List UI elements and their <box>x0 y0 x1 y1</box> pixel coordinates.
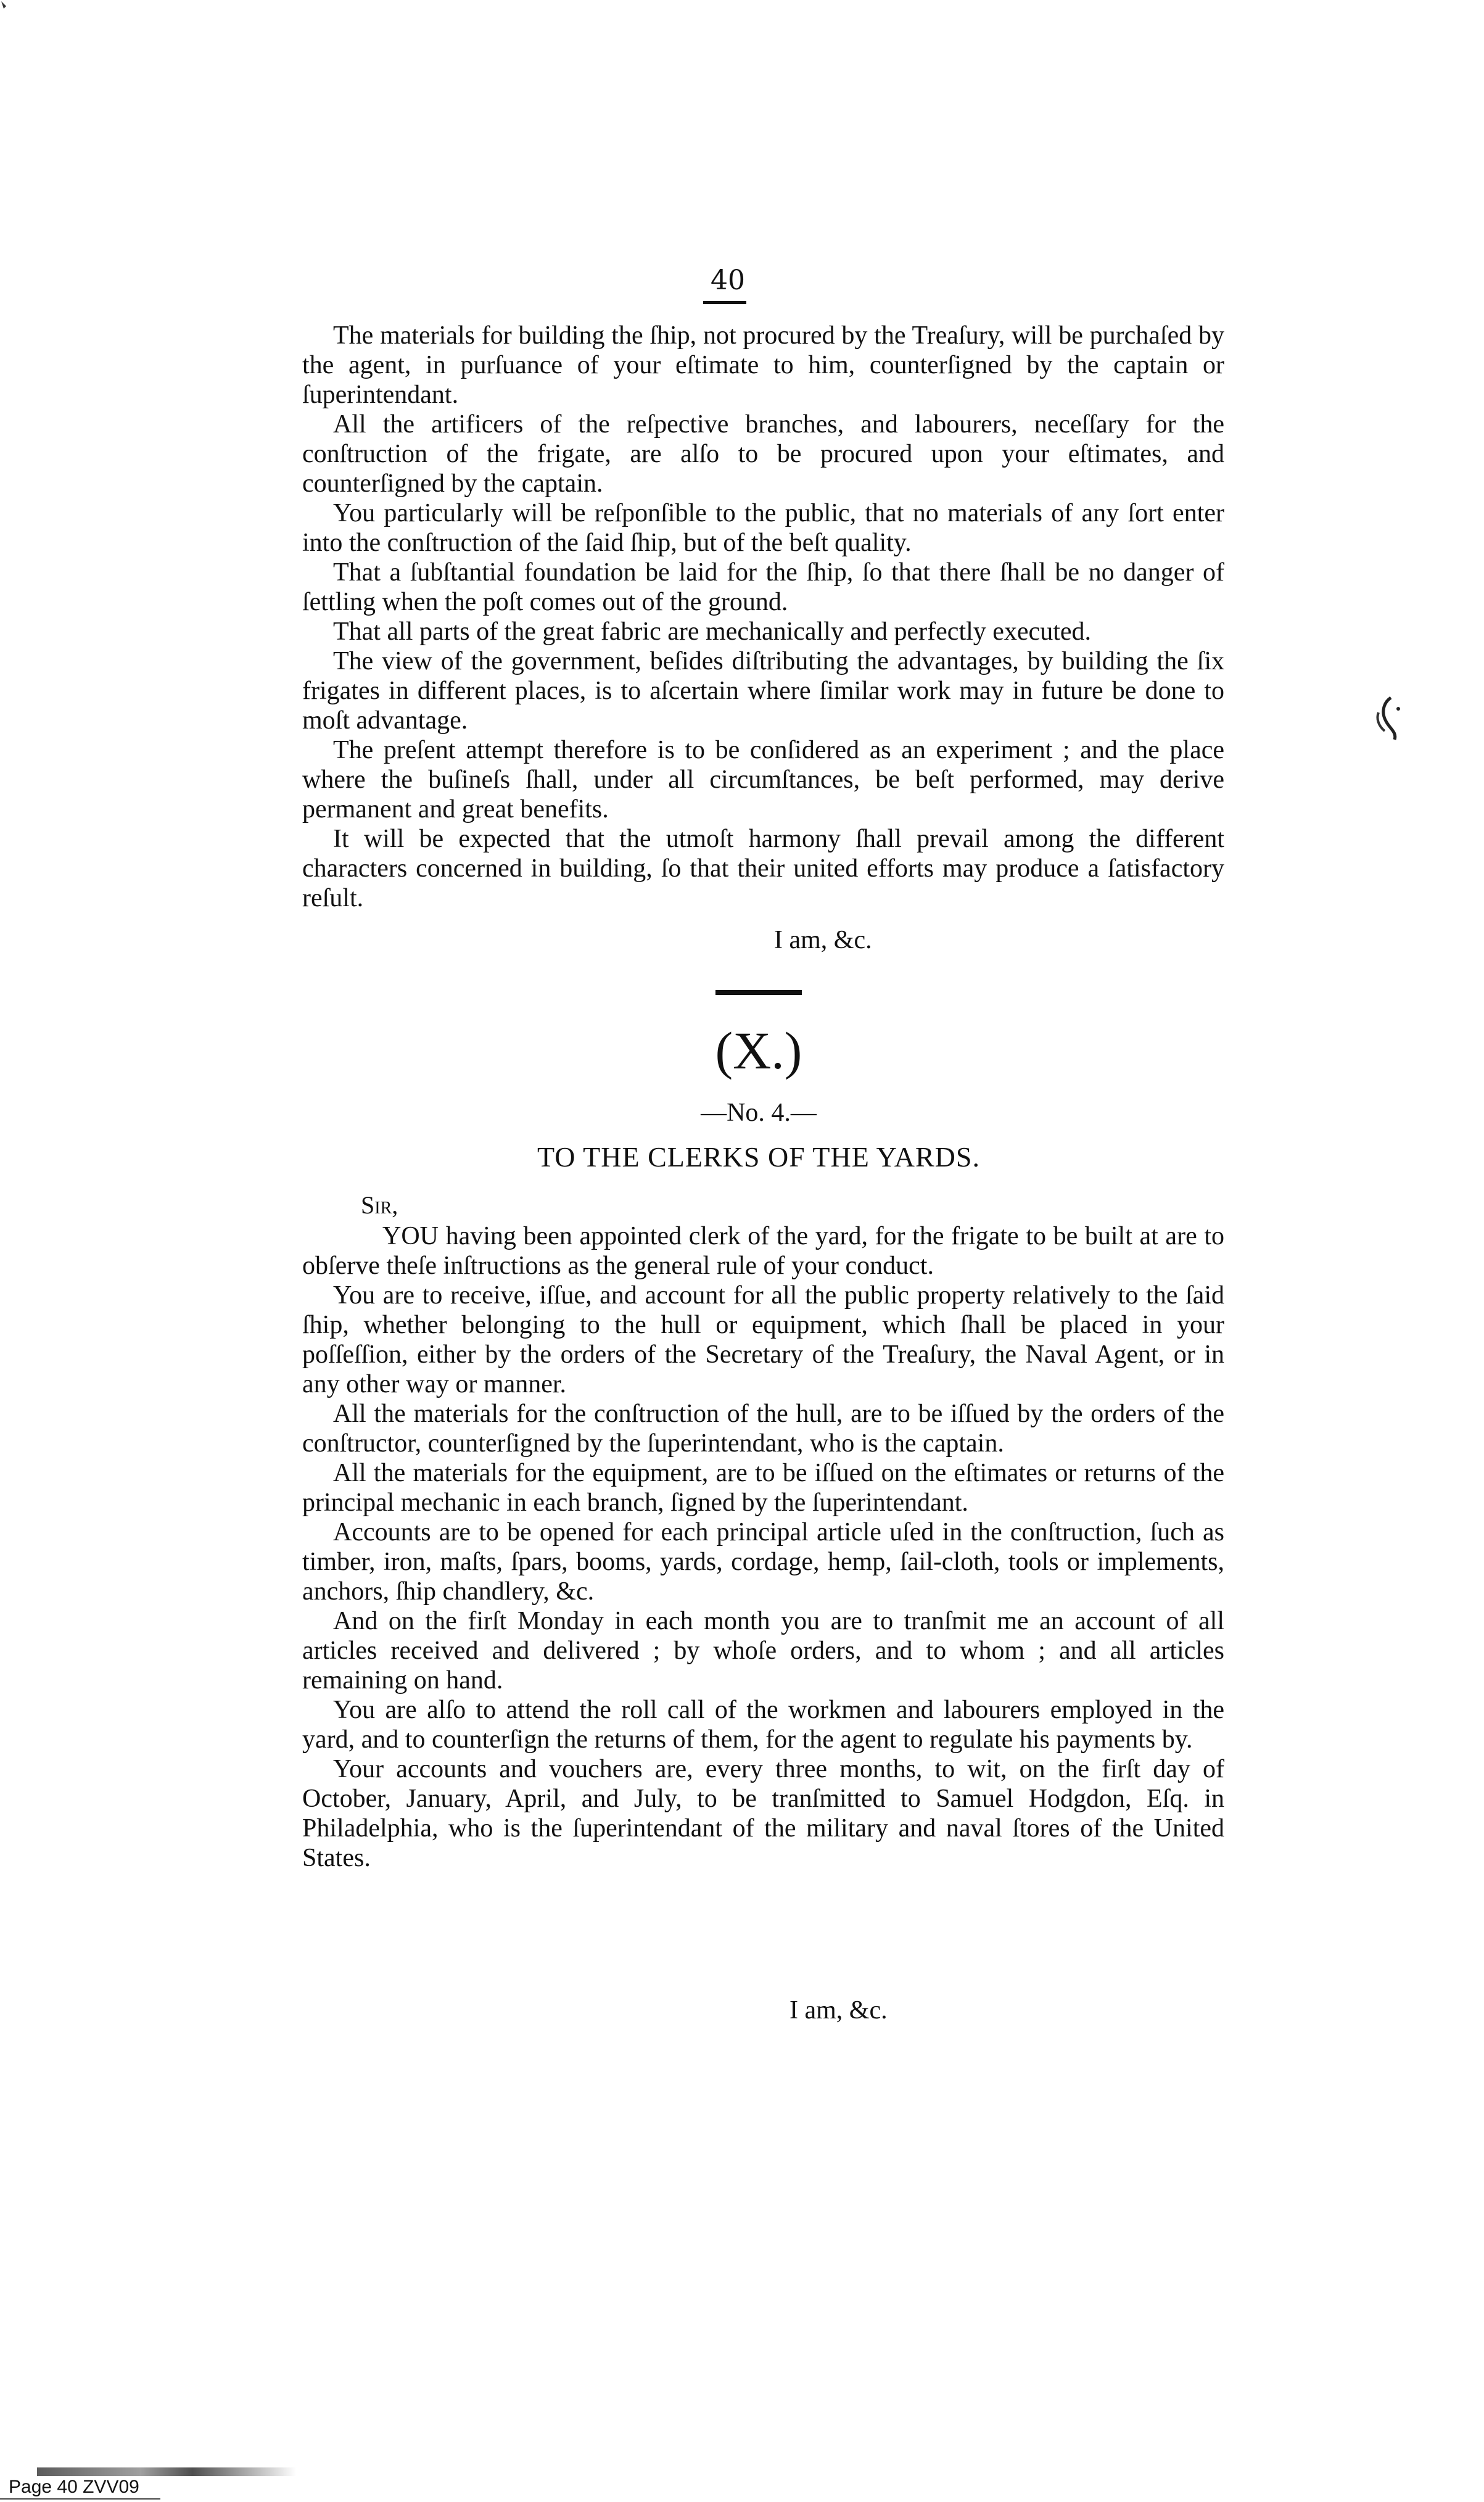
page-footer-label: Page 40 ZVV09 <box>6 2477 142 2498</box>
section-divider-rule <box>715 990 802 995</box>
paragraph: And on the firſt Monday in each month you are to tranſmit me an account of all articles received and delivered ; by whoſe orders, and to whom ; and all articles remaining on hand. <box>302 1607 1224 1695</box>
salutation: Sir, <box>361 1191 398 1219</box>
section-1-closing: I am, &c. <box>774 926 872 954</box>
paragraph: The view of the government, beſides diſtributing the advantages, by building the ſix frigates in different places, is to aſcertain where ſimilar work may in future be done to moſt advantage. <box>302 647 1224 735</box>
corner-scan-mark <box>0 0 11 11</box>
paragraph: That all parts of the great fabric are mechanically and perfectly executed. <box>333 617 1092 646</box>
section-heading: (X.) <box>715 1021 802 1080</box>
scan-smudge <box>37 2467 296 2476</box>
page-number-rule <box>703 301 746 304</box>
paragraph: Your accounts and vouchers are, every three months, to wit, on the firſt day of October, January, April, and July, to be tranſmitted to Samuel Hodgdon, Eſq. in Philadelphia, who is the ſuperintendant of the military and naval ſtores of the United States. <box>302 1755 1224 1872</box>
margin-ink-mark <box>1372 694 1407 743</box>
section-2-body <box>302 1221 1224 1873</box>
paragraph: You are alſo to attend the roll call of the workmen and labourers employed in the yard, and to counterſign the returns of them, for the agent to regulate his payments by. <box>302 1696 1224 1754</box>
paragraph: The materials for building the ſhip, not procured by the Treaſury, will be purchaſed by the agent, in purſuance of your eſtimate to him, counterſigned by the captain or ſuperintendant. <box>302 321 1224 409</box>
paragraph: The preſent attempt therefore is to be conſidered as an experiment ; and the place where the buſineſs ſhall, under all circumſtances, be beſt performed, may derive permanent and great benefits. <box>302 736 1224 824</box>
section-number: —No. 4.— <box>701 1099 817 1127</box>
paragraph: YOU having been appointed clerk of the yard, for the frigate to be built at are to obſerve theſe inſtructions as the general rule of your conduct. <box>302 1222 1224 1280</box>
section-1-body <box>302 321 1224 913</box>
section-2-closing: I am, &c. <box>789 1996 888 2025</box>
paragraph: Accounts are to be opened for each principal article uſed in the conſtruction, ſuch as timber, iron, maſts, ſpars, booms, yards, cordage, hemp, ſail-cloth, tools or implements, anchors, ſhip chandlery, &c. <box>302 1518 1224 1606</box>
paragraph: That a ſubſtantial foundation be laid for the ſhip, ſo that there ſhall be no danger of ſettling when the poſt comes out of the ground. <box>302 558 1224 616</box>
paragraph: You particularly will be reſponſible to the public, that no materials of any ſort enter into the conſtruction of the ſaid ſhip, but of the beſt quality. <box>302 499 1224 557</box>
page-number: 40 <box>711 265 745 296</box>
footer-rule <box>0 2498 160 2500</box>
paragraph: All the materials for the equipment, are to be iſſued on the eſtimates or returns of the principal mechanic in each branch, ſigned by the ſuperintendant. <box>302 1459 1224 1517</box>
paragraph: All the artificers of the reſpective branches, and labourers, neceſſary for the conſtruction of the frigate, are alſo to be procured upon your eſtimates, and counterſigned by the captain. <box>302 410 1224 498</box>
paragraph: It will be expected that the utmoſt harmony ſhall prevail among the different characters concerned in building, ſo that their united efforts may produce a ſatisfactory reſult. <box>302 825 1224 912</box>
section-title: TO THE CLERKS OF THE YARDS. <box>537 1141 980 1173</box>
paragraph: All the materials for the conſtruction of the hull, are to be iſſued by the orders of the conſtructor, counterſigned by the ſuperintendant, who is the captain. <box>302 1400 1224 1458</box>
paragraph: You are to receive, iſſue, and account for all the public property relatively to the ſaid ſhip, whether belonging to the hull or equipment, which ſhall be placed in your poſſeſſion, either by the orders of the Secretary of the Treaſury, the Naval Agent, or in any other way or manner. <box>302 1281 1224 1398</box>
